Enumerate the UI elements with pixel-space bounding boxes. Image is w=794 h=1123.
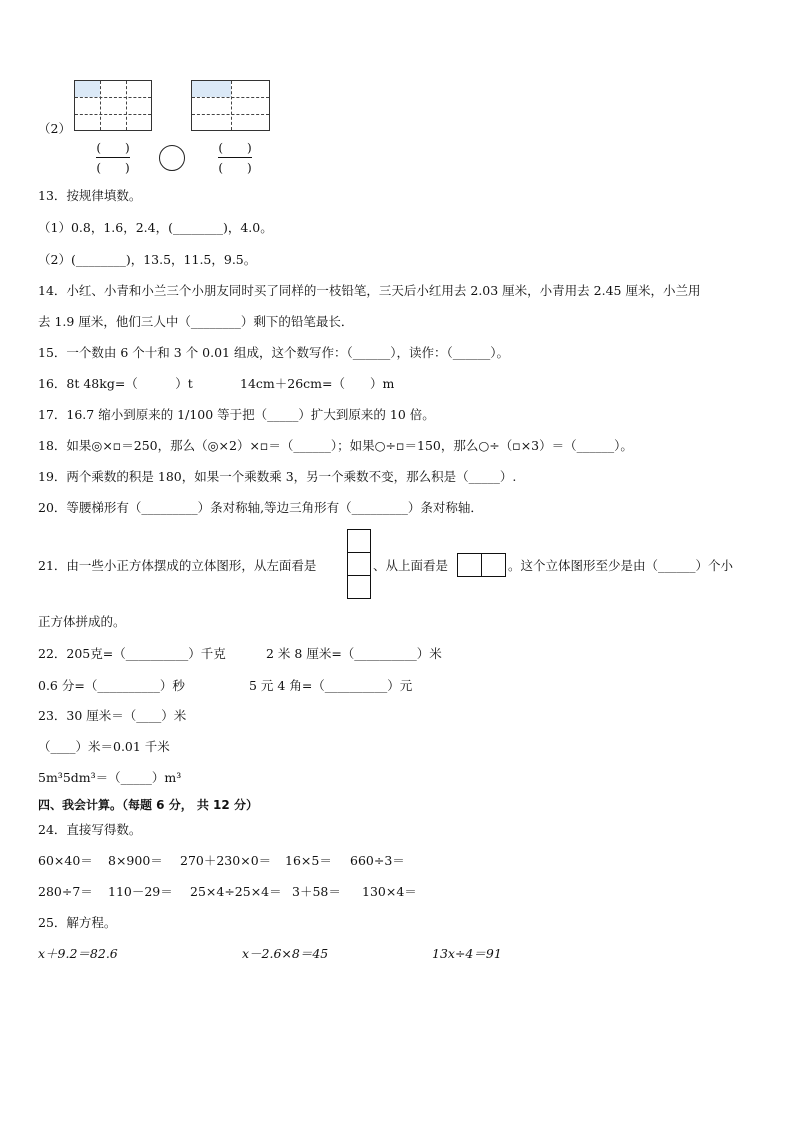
q16-a[interactable]: 16．8t 48kg=（ ）t (38, 376, 193, 391)
q23-c[interactable]: 5m³5dm³＝（_____）m³ (38, 770, 182, 785)
q13-part2[interactable]: （2）(________)，13.5，11.5，9.5。 (38, 252, 257, 267)
calc-item[interactable]: 16×5＝ (285, 853, 332, 868)
calc-item[interactable]: 3＋58＝ (292, 884, 341, 899)
q15[interactable]: 15．一个数由 6 个十和 3 个 0.01 组成，这个数写作：（______），读作：（______）。 (38, 345, 509, 360)
q25-stem: 25．解方程。 (38, 915, 117, 930)
q21-part3[interactable]: 。这个立体图形至少是由（______）个小 (508, 558, 734, 573)
top-view-square-right (481, 553, 506, 577)
q21-part2: 、从上面看是 (373, 558, 449, 573)
top-view-square-left (457, 553, 482, 577)
answer-fraction-left[interactable]: ( ) ( ) (96, 141, 130, 175)
calc-item[interactable]: 8×900＝ (108, 853, 163, 868)
q12-part-label: （2） (38, 121, 71, 136)
equation[interactable]: 𝑥－2.6×8＝45 (242, 946, 329, 961)
q22-c[interactable]: 0.6 分=（__________）秒 (38, 678, 185, 693)
fraction-grid-right (191, 80, 270, 131)
q19[interactable]: 19．两个乘数的积是 180，如果一个乘数乘 3，另一个乘数不变，那么积是（_____）. (38, 469, 517, 484)
left-view-square-bottom (347, 575, 371, 599)
shaded-cell (75, 81, 100, 97)
q14-line1: 14．小红、小青和小兰三个小朋友同时买了同样的一枝铅笔，三天后小红用去 2.03 厘米，小青用去 2.45 厘米，小兰用 (38, 283, 701, 298)
q17[interactable]: 17．16.7 缩小到原来的 1/100 等于把（_____）扩大到原来的 10 倍。 (38, 407, 435, 422)
left-view-square-middle (347, 552, 371, 576)
q21-part1: 21．由一些小正方体摆成的立体图形，从左面看是 (38, 558, 317, 573)
q22-a[interactable]: 22．205克=（__________）千克 (38, 646, 226, 661)
calc-item[interactable]: 130×4＝ (362, 884, 417, 899)
equation[interactable]: 𝑥＋9.2＝82.6 (38, 946, 118, 961)
q22-d[interactable]: 5 元 4 角=（__________）元 (249, 678, 413, 693)
q23-b[interactable]: （____）米＝0.01 千米 (38, 739, 170, 754)
fraction-grid-left (74, 80, 152, 131)
calc-item[interactable]: 110－29＝ (108, 884, 173, 899)
section-heading: 四、我会计算。（每题 6 分， 共 12 分） (38, 798, 258, 812)
q18[interactable]: 18．如果◎×▫＝250，那么（◎×2）×▫＝（______）；如果○÷▫＝150，那么○÷（▫×3）＝（______）。 (38, 438, 633, 453)
shaded-cell (192, 81, 231, 97)
q13-stem: 13．按规律填数。 (38, 188, 142, 203)
calc-item[interactable]: 660÷3＝ (350, 853, 405, 868)
q14-line2[interactable]: 去 1.9 厘米，他们三人中（________）剩下的铅笔最长． (38, 314, 354, 329)
calc-item[interactable]: 270＋230×0＝ (180, 853, 272, 868)
q22-b[interactable]: 2 米 8 厘米=（__________）米 (266, 646, 442, 661)
q24-stem: 24．直接写得数。 (38, 822, 142, 837)
q13-part1[interactable]: （1）0.8，1.6，2.4，(________)，4.0。 (38, 220, 273, 235)
q23-a[interactable]: 23．30 厘米＝（____）米 (38, 708, 187, 723)
q21-line2: 正方体拼成的。 (38, 614, 126, 629)
left-view-square-top (347, 529, 371, 553)
answer-fraction-right[interactable]: ( ) ( ) (218, 141, 252, 175)
q16-b[interactable]: 14cm＋26cm=（ ）m (240, 376, 395, 391)
equation[interactable]: 13𝑥÷4＝91 (432, 946, 502, 961)
calc-item[interactable]: 280÷7＝ (38, 884, 93, 899)
q20[interactable]: 20．等腰梯形有（_________）条对称轴,等边三角形有（_________）条对称轴． (38, 500, 483, 515)
calc-item[interactable]: 60×40＝ (38, 853, 93, 868)
calc-item[interactable]: 25×4÷25×4＝ (190, 884, 282, 899)
compare-circle[interactable] (159, 145, 185, 171)
